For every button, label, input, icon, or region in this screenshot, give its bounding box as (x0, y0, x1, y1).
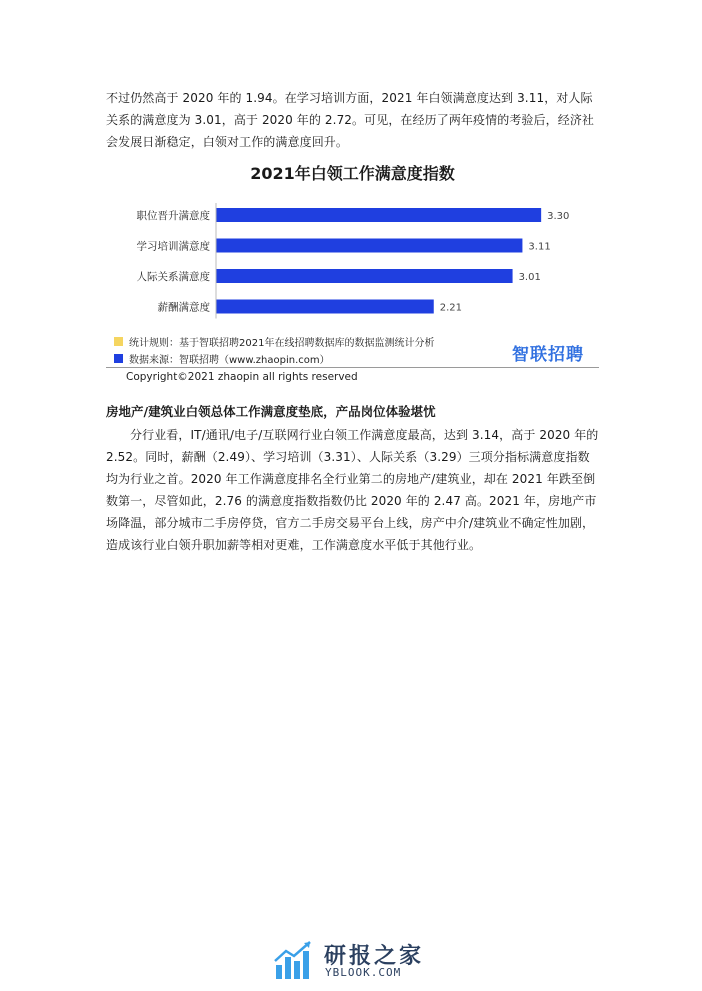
paragraph-bottom: 分行业看，IT/通讯/电子/互联网行业白领工作满意度最高，达到 3.14，高于 2020 年的 2.52。同时，薪酬（2.49）、学习培训（3.31）、人际关系（3.29）三项分指标满意度指数均为行业之首。2020 年工作满意度排名全行业第二的房地产/建筑业，却在 2021 年跌至倒数第一，尽管如此，2.76 的满意度指数指数仍比 2020 年的 2.47 高。2021 年，房地产市场降温，部分城市二手房停贷，官方二手房交易平台上线，房产中介/建筑业不确定性加剧，造成该行业白领升职加薪等相对更难，工作满意度水平低于其他行业。 (106, 428, 599, 552)
legend-item-stat-rule (114, 334, 434, 349)
value-label: 3.01 (518, 272, 541, 283)
copyright-text: Copyright©2021 zhaopin all rights reserved (126, 371, 358, 383)
legend-text: 统计规则：基于智联招聘2021年在线招聘数据库的数据监测统计分析 (129, 338, 435, 349)
section-heading: 房地产/建筑业白领总体工作满意度垫底，产品岗位体验堪忧 (106, 404, 436, 419)
bar (216, 269, 513, 283)
chart-title: 2021年白领工作满意度指数 (250, 164, 455, 183)
bar-chart (106, 195, 599, 325)
category-label: 学习培训满意度 (136, 240, 210, 253)
legend-swatch-blue (114, 354, 123, 363)
legend-text: 数据来源：智联招聘（www.zhaopin.com） (129, 355, 330, 366)
footer-url: YBLOOK.COM (325, 966, 402, 979)
value-label: 3.11 (528, 241, 551, 253)
paragraph-top: 不过仍然高于 2020 年的 1.94。在学习培训方面，2021 年白领满意度达到 3.11，对人际关系的满意度为 3.01，高于 2020 年的 2.72。可见，在经历了两年疫情的考验后，经济社会发展日渐稳定，白领对工作的满意度回升。 (106, 91, 595, 149)
value-label: 3.30 (547, 211, 570, 222)
bar (216, 208, 541, 222)
bar (216, 300, 434, 314)
legend-item-data-source (114, 351, 330, 366)
legend-swatch-yellow (114, 337, 123, 346)
divider (106, 367, 599, 368)
zhaopin-logo: 智联招聘 (512, 345, 584, 365)
category-label: 薪酬满意度 (157, 301, 210, 314)
footer-brand-cn: 研报之家 (324, 944, 425, 969)
value-label: 2.21 (439, 302, 463, 314)
bar (216, 239, 522, 253)
category-label: 人际关系满意度 (136, 271, 210, 283)
category-label: 职位晋升满意度 (136, 210, 210, 222)
bar-chart-logo-icon (272, 939, 318, 981)
